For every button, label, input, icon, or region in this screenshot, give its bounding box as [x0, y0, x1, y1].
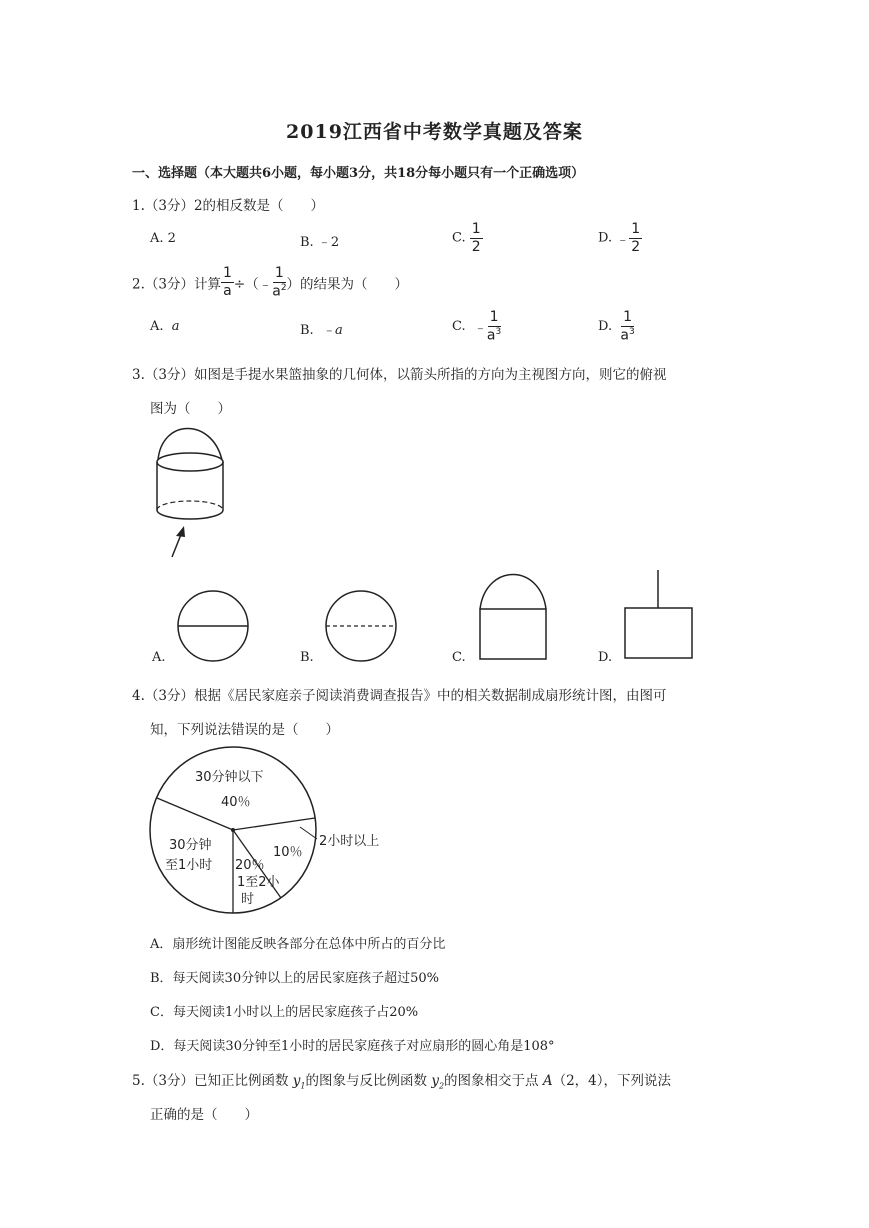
q4-option-a: A．扇形统计图能反映各部分在总体中所占的百分比	[150, 937, 446, 952]
q2-option-c	[452, 310, 501, 343]
q4-stem-line2: 知，下列说法错误的是（ ）	[150, 722, 339, 738]
exponent: 3	[628, 326, 635, 337]
fraction-numerator: 1	[471, 221, 481, 237]
fraction-denominator	[487, 327, 501, 343]
fraction-numerator: 1	[222, 265, 232, 282]
pie-label-2h-above: 2小时以上	[319, 834, 380, 849]
basket-figure	[140, 420, 250, 565]
q5-text-4: （2，4），下列说法	[552, 1073, 672, 1089]
pie-label-30min-1h-l2: 至1小时	[165, 858, 213, 873]
q5-stem-line2: 正确的是（ ）	[150, 1107, 258, 1123]
q2-option-c-fraction	[487, 310, 501, 343]
q1-option-c-fraction	[470, 222, 483, 254]
basket-bottom-back	[157, 501, 223, 510]
subscript: 1	[300, 1081, 306, 1091]
fraction-denominator: a	[223, 283, 232, 300]
q5-y1	[293, 1073, 306, 1089]
basket-bottom-front	[157, 510, 223, 519]
document-title: 2019江西省中考数学真题及答案	[286, 121, 583, 143]
arrow-head-icon	[176, 526, 185, 537]
q1-stem: 1.（3分）2的相反数是（ ）	[132, 198, 325, 214]
pie-label-30min-1h-l1: 30分钟	[169, 838, 212, 853]
q5-stem-line1	[132, 1069, 671, 1091]
fraction-denominator: 2	[631, 238, 641, 255]
q2-option-b	[300, 319, 343, 338]
pie-pct-40: 40％	[221, 795, 251, 810]
pie-divider-4	[233, 818, 315, 830]
q1-option-a: A. 2	[150, 231, 176, 246]
fraction-denominator: 2	[471, 238, 481, 255]
q1-option-b: B. ﹣2	[300, 235, 340, 250]
q3-option-c-label: C.	[452, 650, 466, 665]
q1-option-d-fraction	[629, 222, 642, 254]
q3-option-c-figure	[478, 573, 548, 663]
section-heading: 一、选择题（本大题共6小题，每小题3分，共18分每小题只有一个正确选项）	[132, 166, 585, 181]
subscript: 2	[438, 1081, 445, 1091]
q1-option-c-label: C.	[452, 230, 466, 246]
q2-option-d	[598, 310, 635, 343]
q3-option-b-figure	[324, 589, 398, 663]
var: y	[431, 1073, 439, 1089]
q1-option-d	[598, 222, 642, 254]
base: a	[620, 327, 629, 344]
q1-option-c	[452, 222, 483, 254]
q4-stem-line1: 4.（3分）根据《居民家庭亲子阅读消费调查报告》中的相关数据制成扇形统计图，由图可	[132, 688, 667, 704]
q3-stem-line2: 图为（ ）	[150, 401, 231, 417]
q2-stem-suffix: ）的结果为（ ）	[286, 276, 409, 293]
q2-option-b-value: ﹣a	[321, 323, 343, 338]
fraction-numerator: 1	[631, 221, 641, 237]
q2-option-c-label: C.	[452, 319, 466, 335]
q2-option-a	[150, 319, 180, 334]
q2-stem-prefix: 2.（3分）计算	[132, 276, 221, 293]
basket-top-ellipse	[157, 453, 223, 471]
q3-option-d-figure	[623, 570, 695, 662]
q5-y2	[431, 1073, 444, 1089]
q2-operator: ÷（﹣	[233, 276, 273, 293]
pie-center	[231, 828, 235, 832]
fraction-numerator: 1	[274, 265, 284, 281]
fraction-numerator: 1	[623, 309, 632, 325]
minus-sign: ﹣	[473, 321, 487, 337]
q2-option-d-fraction	[620, 310, 634, 343]
q3-option-d-label: D.	[598, 650, 613, 665]
minus-sign: ﹣	[616, 232, 630, 248]
q5-text-1: 5.（3分）已知正比例函数	[132, 1073, 289, 1089]
q5-text-2: 的图象与反比例函数	[305, 1073, 428, 1089]
q3-option-b-label: B.	[300, 650, 314, 665]
exponent: 3	[495, 326, 502, 337]
q2-option-a-label: A.	[150, 319, 164, 334]
fraction-denominator	[620, 327, 634, 343]
q5-point: A	[542, 1073, 553, 1089]
q5-text-3: 的图象相交于点	[444, 1073, 539, 1089]
q1-option-d-label: D.	[598, 230, 613, 246]
q4-option-b: B．每天阅读30分钟以上的居民家庭孩子超过50%	[150, 971, 439, 986]
var: y	[292, 1073, 301, 1089]
base: a	[486, 327, 496, 344]
q2-option-d-label: D.	[598, 319, 613, 335]
q3-option-a-figure	[176, 589, 250, 663]
q4-pie-chart	[145, 745, 405, 925]
pie-callout-line	[300, 827, 317, 839]
q2-option-a-value: a	[171, 319, 180, 334]
q2-fraction-2	[272, 266, 286, 299]
pie-pct-20: 20％	[235, 858, 265, 873]
pie-pct-10: 10％	[273, 845, 303, 860]
fraction-denominator	[272, 283, 286, 299]
base: a	[272, 283, 281, 300]
pie-label-30min-below: 30分钟以下	[195, 770, 264, 785]
fraction-numerator: 1	[489, 309, 499, 325]
q2-stem	[132, 266, 408, 299]
exponent: 2	[280, 282, 287, 293]
q3-stem-line1: 3.（3分）如图是手提水果篮抽象的几何体，以箭头所指的方向为主视图方向，则它的俯视	[132, 367, 667, 383]
q4-option-c: C．每天阅读1小时以上的居民家庭孩子占20%	[150, 1005, 419, 1020]
pie-label-1-2h-l2: 时	[241, 892, 255, 907]
q3-option-a-label: A.	[152, 650, 166, 665]
q2-fraction-1	[221, 266, 234, 298]
q2-option-b-label: B.	[300, 323, 314, 338]
pie-label-1-2h-l1: 1至2小	[237, 875, 280, 890]
q4-option-d: D．每天阅读30分钟至1小时的居民家庭孩子对应扇形的圆心角是108°	[150, 1039, 555, 1054]
